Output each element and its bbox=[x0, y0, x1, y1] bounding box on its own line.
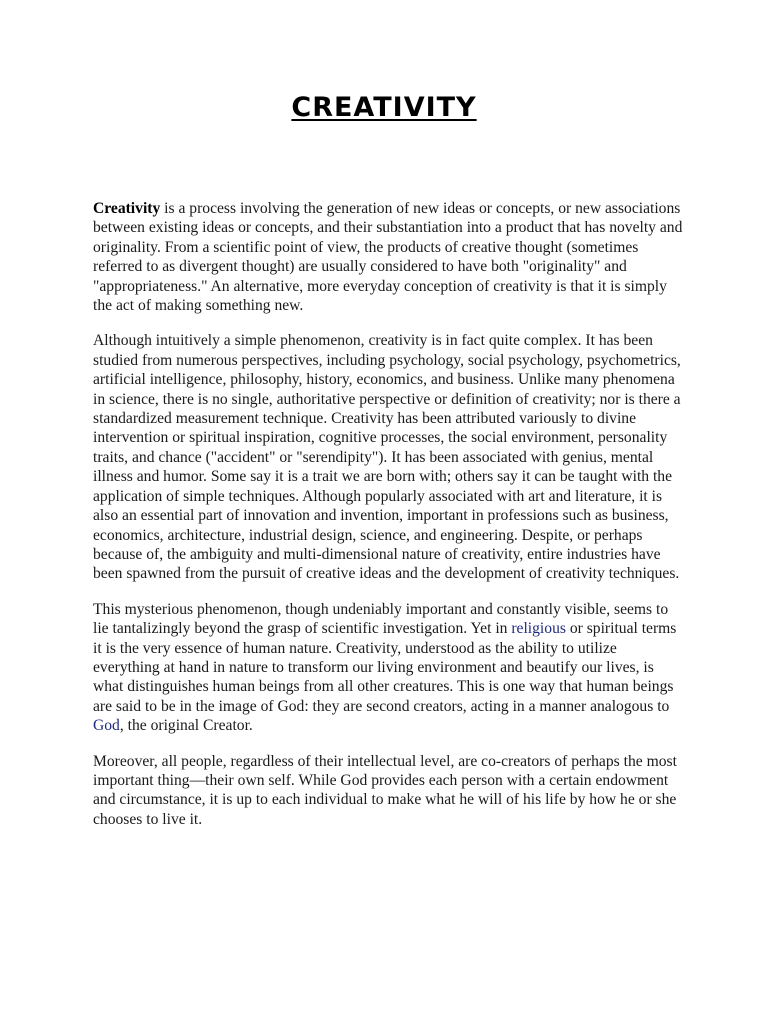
paragraph-1-text: is a process involving the generation of new ideas or concepts, or new associations between existing ideas or concepts, and their substantiation into a product that has novelty and originality. From a scientific point of view, the products of creative thought (sometimes referred to as divergent thought) are usually considered to have both "originality" and "appropriateness." An alternative, more everyday conception of creativity is that it is simply the act of making something new. bbox=[93, 200, 683, 315]
paragraph-3-text-c: , the original Creator. bbox=[119, 717, 253, 735]
paragraph-4: Moreover, all people, regardless of their intellectual level, are co-creators of perhaps the most important thing—their own self. While God provides each person with a certain endowment and circumstance, it is up to each individual to make what he will of his life by how he or she chooses to live it. bbox=[93, 752, 677, 828]
page-title: CREATIVITY bbox=[291, 92, 477, 123]
lead-term: Creativity bbox=[93, 200, 161, 217]
paragraph-3-text-a: This mysterious phenomenon, though undeniably important and constantly visible, seems to lie tantalizingly beyond the grasp of scientific investigation. Yet in bbox=[93, 600, 669, 638]
religious-link[interactable]: religious bbox=[511, 620, 566, 638]
paragraph-2: Although intuitively a simple phenomenon, creativity is in fact quite complex. It has been studied from numerous perspectives, including psychology, social psychology, psychometrics, artificial intelligence, philosophy, history, economics, and business. Unlike many phenomena in science, there is no single, authoritative perspective or definition of creativity; nor is there a standardized measurement technique. Creativity has been attributed variously to divine intervention or spiritual inspiration, cognitive processes, the social environment, personality traits, and chance ("accident" or "serendipity"). It has been associated with genius, mental illness and humor. Some say it is a trait we are born with; others say it can be taught with the application of simple techniques. Although popularly associated with art and literature, it is also an essential part of innovation and invention, important in professions such as business, economics, architecture, industrial design, science, and engineering. Despite, or perhaps because of, the ambiguity and multi-dimensional nature of creativity, entire industries have been spawned from the pursuit of creative ideas and the development of creativity techniques. bbox=[93, 332, 681, 583]
paragraph-3-text-b: or spiritual terms it is the very essence of human nature. Creativity, understood as the ability to utilize everything at hand in nature to transform our living environment and beautify our lives, is what distinguishes human beings from all other creatures. This is one way that human beings are said to be in the image of God: they are second creators, acting in a manner analogous to bbox=[93, 620, 677, 715]
god-link[interactable]: God bbox=[93, 717, 120, 735]
paragraph-3 bbox=[93, 600, 683, 736]
document-body bbox=[93, 199, 683, 845]
paragraph-1 bbox=[93, 199, 683, 315]
